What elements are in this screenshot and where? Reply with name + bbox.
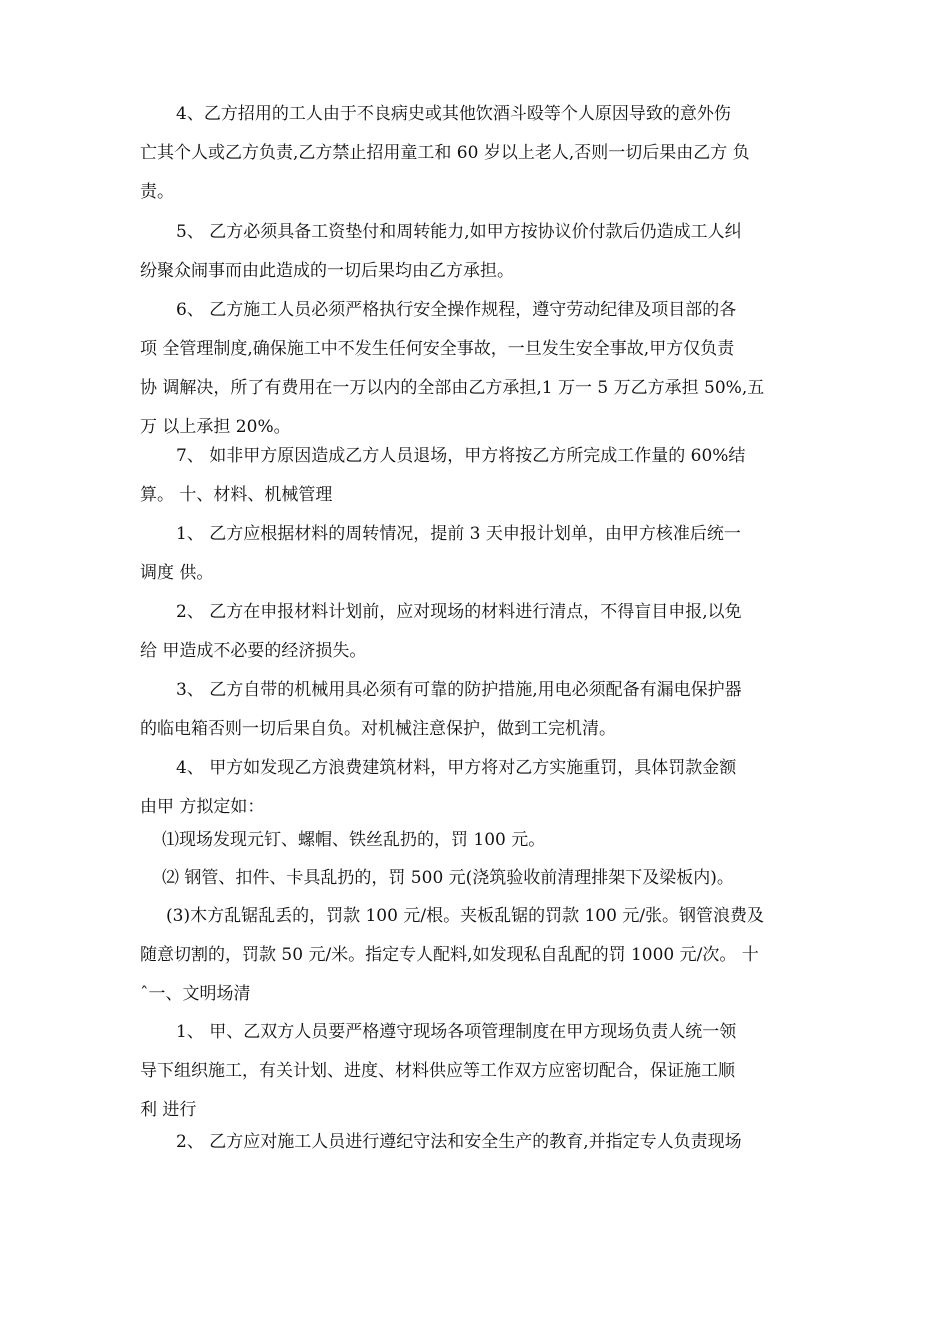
text-line: ˆ一、文明场清: [140, 984, 251, 1004]
text-line: 调度 供。: [140, 563, 214, 583]
text-line: 万 以上承担 20%。: [140, 417, 291, 437]
text-line: 导下组织施工，有关计划、进度、材料供应等工作双方应密切配合，保证施工顺: [140, 1061, 735, 1081]
text-line: (3)木方乱锯乱丢的，罚款 100 元/根。夹板乱锯的罚款 100 元/张。钢管浪费及: [166, 906, 765, 926]
text-line: 的临电箱否则一切后果自负。对机械注意保护，做到工完机清。: [140, 719, 616, 739]
text-line: 1、 乙方应根据材料的周转情况，提前 3 天申报计划单，由甲方核准后统一: [176, 524, 741, 544]
text-line: 利 进行: [140, 1100, 197, 1120]
text-line: 给 甲造成不必要的经济损失。: [140, 641, 367, 661]
text-line: 5、 乙方必须具备工资垫付和周转能力,如甲方按协议价付款后仍造成工人纠: [176, 222, 742, 242]
text-line: ⑵ 钢管、扣件、卡具乱扔的，罚 500 元(浇筑验收前清理排架下及梁板内)。: [162, 868, 734, 888]
text-line: 4、乙方招用的工人由于不良病史或其他饮酒斗殴等个人原因导致的意外伤: [176, 104, 731, 124]
text-line: 1、 甲、乙双方人员要严格遵守现场各项管理制度在甲方现场负责人统一领: [176, 1022, 737, 1042]
text-line: 亡其个人或乙方负责,乙方禁止招用童工和 60 岁以上老人,否则一切后果由乙方 负: [140, 143, 750, 163]
text-line: 纷聚众闹事而由此造成的一切后果均由乙方承担。: [140, 261, 514, 281]
text-line: 由甲 方拟定如：: [140, 797, 265, 817]
text-line: ⑴现场发现元钉、螺帽、铁丝乱扔的，罚 100 元。: [162, 830, 546, 850]
text-line: 协 调解决，所了有费用在一万以内的全部由乙方承担,1 万一 5 万乙方承担 50%,五: [140, 378, 765, 398]
text-line: 3、 乙方自带的机械用具必须有可靠的防护措施,用电必须配备有漏电保护器: [176, 680, 742, 700]
text-line: 4、 甲方如发现乙方浪费建筑材料，甲方将对乙方实施重罚，具体罚款金额: [176, 758, 737, 778]
text-line: 责。: [140, 182, 174, 202]
text-line: 2、 乙方在申报材料计划前，应对现场的材料进行清点，不得盲目申报,以免: [176, 602, 742, 622]
text-line: 算。 十、材料、机械管理: [140, 485, 333, 505]
text-line: 2、 乙方应对施工人员进行遵纪守法和安全生产的教育,并指定专人负责现场: [176, 1132, 742, 1152]
text-line: 7、 如非甲方原因造成乙方人员退场，甲方将按乙方所完成工作量的 60%结: [176, 446, 746, 466]
text-line: 项 全管理制度,确保施工中不发生任何安全事故，一旦发生安全事故,甲方仅负责: [140, 339, 735, 359]
text-line: 随意切割的，罚款 50 元/米。指定专人配料,如发现私自乱配的罚 1000 元/次。 十: [140, 945, 759, 965]
text-line: 6、 乙方施工人员必须严格执行安全操作规程，遵守劳动纪律及项目部的各: [176, 300, 737, 320]
